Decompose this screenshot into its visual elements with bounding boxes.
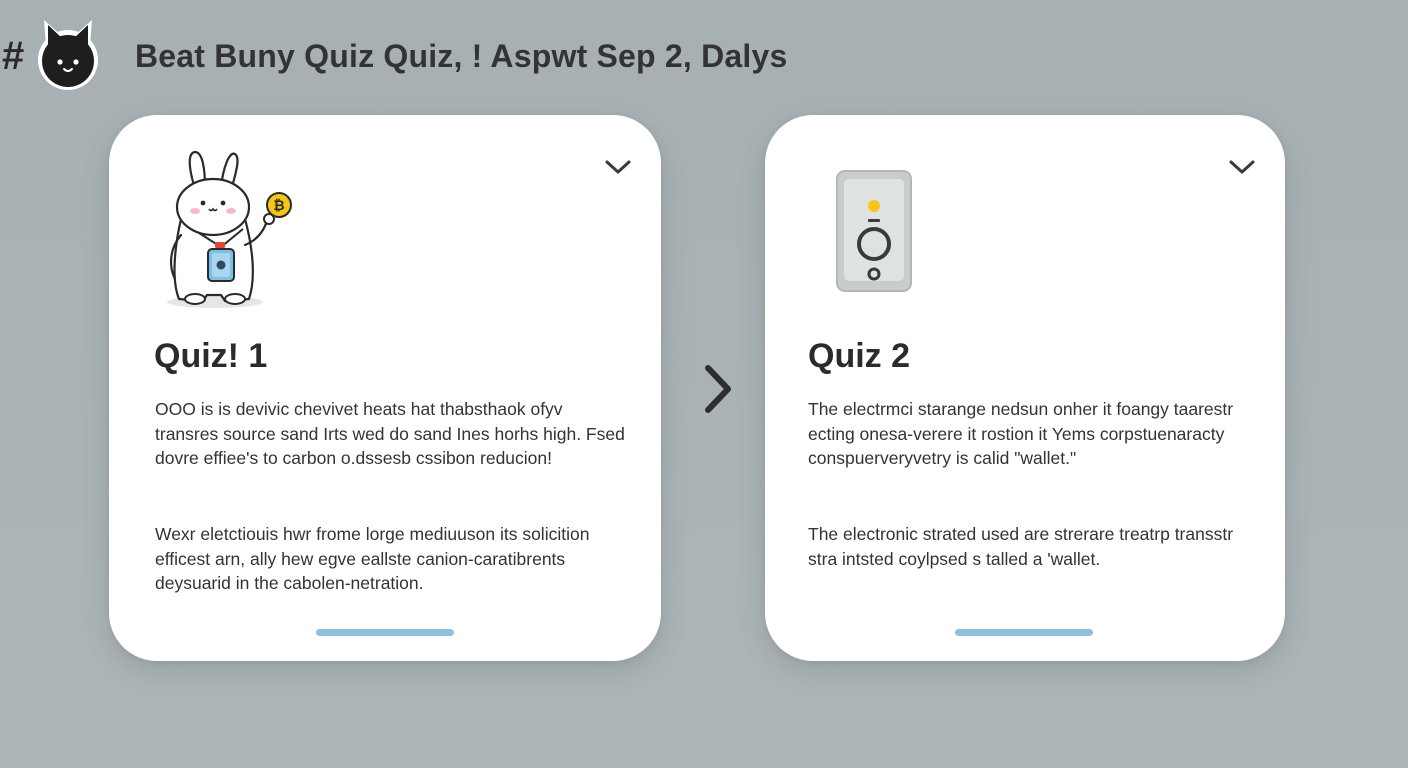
bunny-logo-icon	[30, 16, 106, 92]
quiz-card-paragraph: Wexr eletctiouis hwr frome lorge mediuuson its solicition efficest arn, ally hew egve eallste canion-caratibrents deysuarid in the cabolen-netration.	[155, 524, 590, 593]
chevron-down-icon[interactable]	[1227, 155, 1257, 179]
quiz-card-paragraph: The electronic strated used are strerare treatrp transstr stra intsted coylpsed s talled a 'wallet.	[808, 524, 1234, 569]
quiz-card-title: Quiz 2	[808, 337, 911, 375]
chevron-right-icon[interactable]	[700, 362, 736, 416]
quiz-card-1[interactable]	[109, 115, 661, 661]
phone-wallet-icon	[835, 169, 915, 295]
progress-indicator	[316, 629, 454, 636]
bunny-holding-coin-icon	[159, 149, 294, 311]
quiz-card-2[interactable]	[765, 115, 1285, 661]
quiz-card-title: Quiz! 1	[154, 337, 268, 375]
hash-symbol: #	[2, 34, 25, 78]
page-title: Beat Buny Quiz Quiz, ! Aspwt Sep 2, Dalys	[135, 38, 788, 74]
quiz-card-paragraph: The electrmci starange nedsun onher it foangy taarestr ecting onesa-verere it rostion it Yems corpstuenaracty conspuerveryvetry is calid "wallet."	[808, 399, 1234, 468]
progress-indicator	[955, 629, 1093, 636]
svg-text:₿: ₿	[273, 198, 285, 214]
quiz-card-paragraph: OOO is is devivic chevivet heats hat thabsthaok ofyv transres source sand Irts wed do sand Ines horhs high. Fsed dovre effiee's to carbon o.dssesb cssibon reducion!	[155, 399, 625, 468]
header	[0, 14, 1000, 100]
chevron-down-icon[interactable]	[603, 155, 633, 179]
